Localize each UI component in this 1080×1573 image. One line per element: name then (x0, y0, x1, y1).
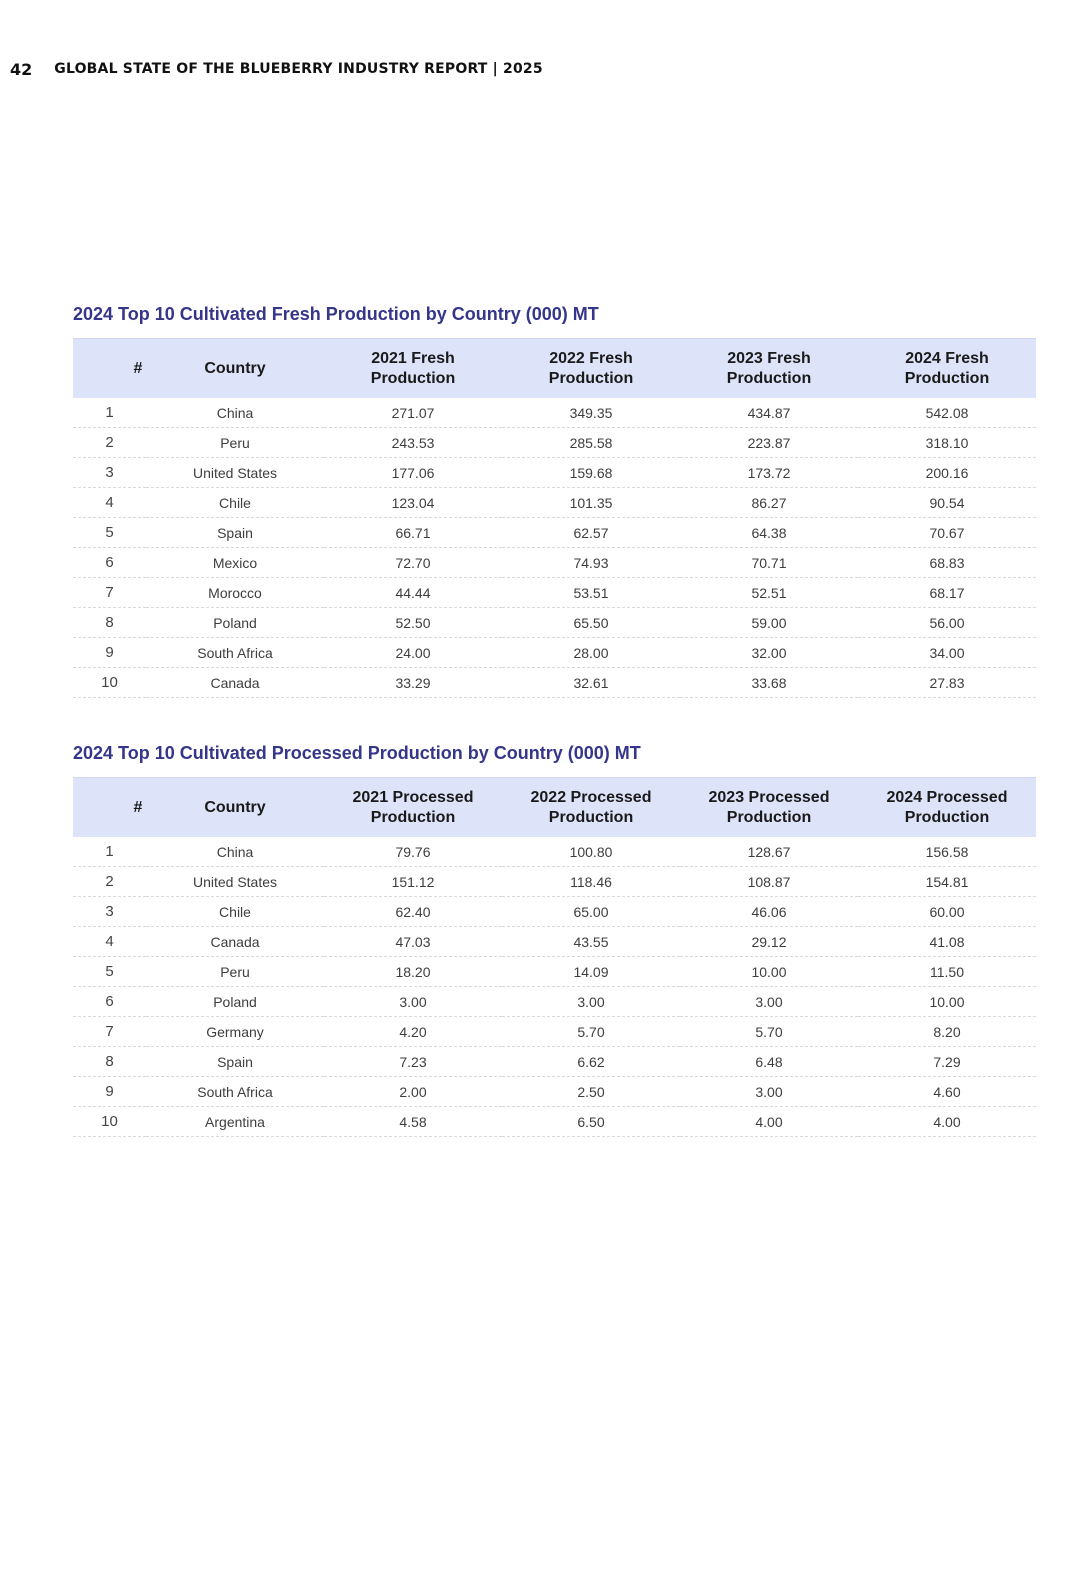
value-2024-cell: 68.83 (858, 548, 1036, 578)
rank-cell: 9 (73, 1077, 146, 1107)
country-cell: Mexico (146, 548, 324, 578)
country-cell: South Africa (146, 1077, 324, 1107)
table-row (73, 927, 1036, 957)
column-header-label: 2022 Processed Production (530, 788, 652, 826)
column-header (146, 339, 324, 399)
report-title: GLOBAL STATE OF THE BLUEBERRY INDUSTRY REPORT | 2025 (54, 61, 543, 77)
country-cell: China (146, 398, 324, 428)
country-cell: South Africa (146, 638, 324, 668)
rank-cell: 3 (73, 458, 146, 488)
rank-cell: 8 (73, 1047, 146, 1077)
value-2023-cell: 4.00 (680, 1107, 858, 1137)
value-2021-cell: 2.00 (324, 1077, 502, 1107)
table-row (73, 548, 1036, 578)
value-2023-cell: 434.87 (680, 398, 858, 428)
column-header (502, 778, 680, 838)
value-2024-cell: 34.00 (858, 638, 1036, 668)
value-2023-cell: 70.71 (680, 548, 858, 578)
value-2024-cell: 8.20 (858, 1017, 1036, 1047)
value-2021-cell: 243.53 (324, 428, 502, 458)
value-2021-cell: 4.58 (324, 1107, 502, 1137)
country-cell: Peru (146, 957, 324, 987)
rank-cell: 5 (73, 957, 146, 987)
value-2023-cell: 86.27 (680, 488, 858, 518)
country-cell: Argentina (146, 1107, 324, 1137)
value-2021-cell: 24.00 (324, 638, 502, 668)
rank-cell: 10 (73, 668, 146, 698)
country-cell: Morocco (146, 578, 324, 608)
value-2022-cell: 101.35 (502, 488, 680, 518)
rank-cell: 5 (73, 518, 146, 548)
country-cell: Canada (146, 668, 324, 698)
table-row (73, 1017, 1036, 1047)
value-2021-cell: 62.40 (324, 897, 502, 927)
country-cell: China (146, 837, 324, 867)
value-2021-cell: 271.07 (324, 398, 502, 428)
table-row (73, 578, 1036, 608)
processed-table-title: 2024 Top 10 Cultivated Processed Production by Country (000) MT (73, 743, 641, 763)
value-2023-cell: 64.38 (680, 518, 858, 548)
value-2021-cell: 52.50 (324, 608, 502, 638)
rank-cell: 2 (73, 867, 146, 897)
table-header-row (73, 339, 1036, 399)
country-cell: Germany (146, 1017, 324, 1047)
value-2022-cell: 6.50 (502, 1107, 680, 1137)
column-header-label: 2021 Fresh Production (370, 349, 456, 387)
table-row (73, 1077, 1036, 1107)
value-2024-cell: 60.00 (858, 897, 1036, 927)
value-2023-cell: 46.06 (680, 897, 858, 927)
fresh-table-body (73, 398, 1036, 698)
value-2024-cell: 542.08 (858, 398, 1036, 428)
value-2022-cell: 6.62 (502, 1047, 680, 1077)
value-2022-cell: 159.68 (502, 458, 680, 488)
table-row (73, 518, 1036, 548)
column-header (146, 778, 324, 838)
value-2022-cell: 349.35 (502, 398, 680, 428)
value-2023-cell: 223.87 (680, 428, 858, 458)
value-2021-cell: 151.12 (324, 867, 502, 897)
value-2024-cell: 27.83 (858, 668, 1036, 698)
value-2023-cell: 108.87 (680, 867, 858, 897)
value-2022-cell: 5.70 (502, 1017, 680, 1047)
value-2024-cell: 41.08 (858, 927, 1036, 957)
table-row (73, 398, 1036, 428)
table-row (73, 488, 1036, 518)
value-2022-cell: 118.46 (502, 867, 680, 897)
rank-cell: 4 (73, 927, 146, 957)
value-2021-cell: 177.06 (324, 458, 502, 488)
value-2022-cell: 2.50 (502, 1077, 680, 1107)
value-2024-cell: 156.58 (858, 837, 1036, 867)
column-header-label: # (133, 359, 143, 377)
value-2022-cell: 285.58 (502, 428, 680, 458)
country-cell: Poland (146, 987, 324, 1017)
rank-cell: 4 (73, 488, 146, 518)
table-row (73, 608, 1036, 638)
column-header-label: 2024 Processed Production (886, 788, 1008, 826)
value-2023-cell: 128.67 (680, 837, 858, 867)
country-cell: United States (146, 867, 324, 897)
value-2023-cell: 173.72 (680, 458, 858, 488)
rank-cell: 1 (73, 398, 146, 428)
table-row (73, 458, 1036, 488)
value-2022-cell: 65.50 (502, 608, 680, 638)
value-2024-cell: 70.67 (858, 518, 1036, 548)
fresh-production-section (73, 302, 1036, 698)
table-row (73, 957, 1036, 987)
country-cell: Canada (146, 927, 324, 957)
country-cell: Spain (146, 1047, 324, 1077)
value-2022-cell: 74.93 (502, 548, 680, 578)
column-header (73, 339, 146, 399)
rank-cell: 7 (73, 578, 146, 608)
value-2022-cell: 43.55 (502, 927, 680, 957)
table-row (73, 638, 1036, 668)
value-2021-cell: 44.44 (324, 578, 502, 608)
rank-cell: 7 (73, 1017, 146, 1047)
rank-cell: 8 (73, 608, 146, 638)
column-header (680, 339, 858, 399)
value-2024-cell: 4.00 (858, 1107, 1036, 1137)
value-2021-cell: 123.04 (324, 488, 502, 518)
country-cell: Spain (146, 518, 324, 548)
country-cell: United States (146, 458, 324, 488)
column-header-label: Country (204, 798, 266, 816)
value-2021-cell: 4.20 (324, 1017, 502, 1047)
value-2023-cell: 33.68 (680, 668, 858, 698)
value-2023-cell: 10.00 (680, 957, 858, 987)
column-header-label: 2022 Fresh Production (548, 349, 634, 387)
value-2021-cell: 18.20 (324, 957, 502, 987)
value-2023-cell: 3.00 (680, 1077, 858, 1107)
column-header (502, 339, 680, 399)
value-2022-cell: 100.80 (502, 837, 680, 867)
value-2024-cell: 200.16 (858, 458, 1036, 488)
value-2024-cell: 90.54 (858, 488, 1036, 518)
value-2024-cell: 318.10 (858, 428, 1036, 458)
value-2024-cell: 4.60 (858, 1077, 1036, 1107)
rank-cell: 9 (73, 638, 146, 668)
column-header-label: 2023 Fresh Production (726, 349, 812, 387)
value-2022-cell: 62.57 (502, 518, 680, 548)
value-2022-cell: 53.51 (502, 578, 680, 608)
value-2024-cell: 10.00 (858, 987, 1036, 1017)
table-row (73, 897, 1036, 927)
table-row (73, 428, 1036, 458)
rank-cell: 1 (73, 837, 146, 867)
value-2022-cell: 65.00 (502, 897, 680, 927)
value-2024-cell: 154.81 (858, 867, 1036, 897)
value-2023-cell: 52.51 (680, 578, 858, 608)
country-cell: Chile (146, 897, 324, 927)
value-2022-cell: 14.09 (502, 957, 680, 987)
value-2021-cell: 79.76 (324, 837, 502, 867)
column-header-label: 2021 Processed Production (352, 788, 474, 826)
fresh-table-title: 2024 Top 10 Cultivated Fresh Production by Country (000) MT (73, 304, 599, 324)
value-2021-cell: 66.71 (324, 518, 502, 548)
value-2022-cell: 28.00 (502, 638, 680, 668)
country-cell: Peru (146, 428, 324, 458)
table-row (73, 837, 1036, 867)
value-2023-cell: 29.12 (680, 927, 858, 957)
value-2021-cell: 7.23 (324, 1047, 502, 1077)
column-header (680, 778, 858, 838)
value-2021-cell: 47.03 (324, 927, 502, 957)
fresh-production-table (73, 338, 1036, 698)
value-2023-cell: 6.48 (680, 1047, 858, 1077)
value-2022-cell: 32.61 (502, 668, 680, 698)
value-2023-cell: 59.00 (680, 608, 858, 638)
value-2023-cell: 3.00 (680, 987, 858, 1017)
value-2023-cell: 32.00 (680, 638, 858, 668)
table-header-row (73, 778, 1036, 838)
column-header-label: 2024 Fresh Production (904, 349, 990, 387)
country-cell: Poland (146, 608, 324, 638)
value-2021-cell: 72.70 (324, 548, 502, 578)
column-header-label: 2023 Processed Production (708, 788, 830, 826)
table-row (73, 1107, 1036, 1137)
processed-production-table (73, 777, 1036, 1137)
processed-table-body (73, 837, 1036, 1137)
value-2024-cell: 56.00 (858, 608, 1036, 638)
column-header (73, 778, 146, 838)
rank-cell: 6 (73, 548, 146, 578)
page-header (10, 58, 543, 80)
rank-cell: 2 (73, 428, 146, 458)
country-cell: Chile (146, 488, 324, 518)
table-row (73, 867, 1036, 897)
value-2021-cell: 3.00 (324, 987, 502, 1017)
column-header-label: Country (204, 359, 266, 377)
column-header (858, 339, 1036, 399)
value-2024-cell: 11.50 (858, 957, 1036, 987)
rank-cell: 3 (73, 897, 146, 927)
column-header (324, 339, 502, 399)
processed-production-section (73, 741, 1036, 1137)
page-number: 42 (10, 59, 33, 79)
rank-cell: 6 (73, 987, 146, 1017)
value-2021-cell: 33.29 (324, 668, 502, 698)
value-2023-cell: 5.70 (680, 1017, 858, 1047)
table-row (73, 987, 1036, 1017)
column-header-label: # (133, 798, 143, 816)
table-row (73, 1047, 1036, 1077)
value-2024-cell: 68.17 (858, 578, 1036, 608)
column-header (324, 778, 502, 838)
value-2022-cell: 3.00 (502, 987, 680, 1017)
rank-cell: 10 (73, 1107, 146, 1137)
column-header (858, 778, 1036, 838)
value-2024-cell: 7.29 (858, 1047, 1036, 1077)
table-row (73, 668, 1036, 698)
